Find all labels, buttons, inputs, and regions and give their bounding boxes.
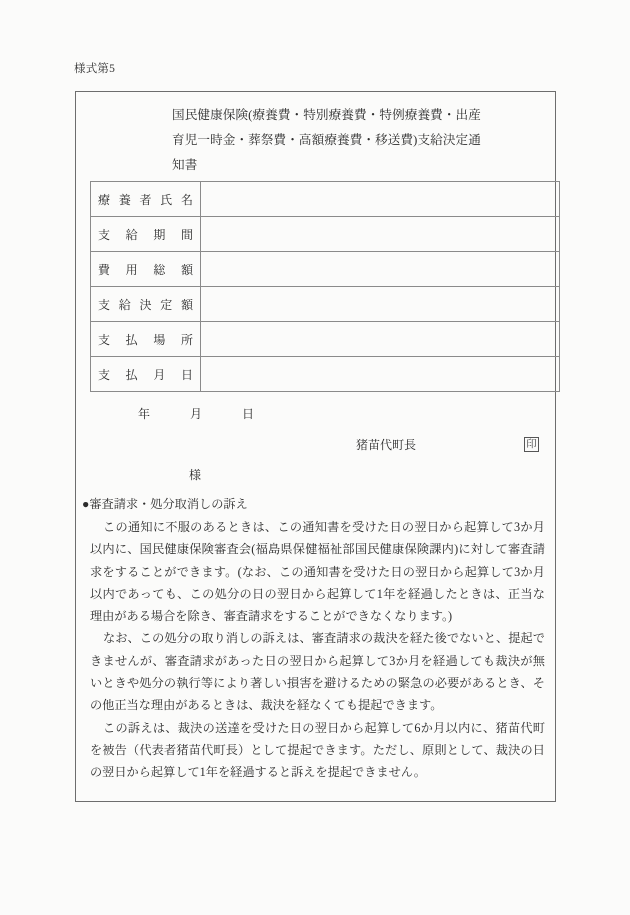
document-frame: [75, 91, 556, 802]
table-row: [91, 357, 560, 392]
row-value-recipient-name[interactable]: [201, 182, 560, 217]
label-text: 支 給 期 間: [98, 227, 193, 242]
label-text: 支 払 場 所: [98, 332, 193, 347]
table-row: [91, 252, 560, 287]
row-label-benefit-period: [91, 217, 201, 252]
label-text: 費 用 総 額: [98, 262, 193, 277]
appeal-notice-paragraph-1: この通知に不服のあるときは、この通知書を受けた日の翌日から起算して3か月以内に、国民健康保険審査会(福島県保健福祉部国民健康保険課内)に対して審査請求をすることができます。(なお、この通知書を受けた日の翌日から起算して3か月以内であっても、この処分の日の翌日から起算して1年を経過したときは、正当な理由がある場合を除き、審査請求をすることができなくなります。): [90, 520, 545, 624]
row-label-recipient-name: [91, 182, 201, 217]
row-label-total-cost: [91, 252, 201, 287]
date-line: [138, 405, 254, 422]
table-row: [91, 217, 560, 252]
label-text: 支 給 決 定 額: [98, 297, 193, 312]
table-row: [91, 182, 560, 217]
title-line-1: 国民健康保険(療養費・特別療養費・特例療養費・出産: [172, 108, 481, 122]
signature-block: [356, 436, 539, 453]
signer-title: 猪苗代町長: [356, 438, 417, 452]
date-year-label: 年: [138, 407, 151, 421]
row-value-payment-date[interactable]: [201, 357, 560, 392]
row-value-payment-place[interactable]: [201, 322, 560, 357]
appeal-notice-section: [78, 493, 555, 784]
seal-stamp-icon: 印: [524, 437, 539, 452]
table-row: [91, 287, 560, 322]
date-day-label: 日: [242, 407, 255, 421]
row-value-total-cost[interactable]: [201, 252, 560, 287]
title-line-3: 知書: [172, 158, 198, 172]
date-month-label: 月: [190, 407, 203, 421]
label-text: 支 払 月 日: [98, 367, 193, 382]
label-text: 療 養 者 氏 名: [98, 192, 193, 207]
row-value-benefit-period[interactable]: [201, 217, 560, 252]
appeal-notice-paragraph-3: この訴えは、裁決の送達を受けた日の翌日から起算して6か月以内に、猪苗代町を被告（代表者猪苗代町長）として提起できます。ただし、原則として、裁決の日の翌日から起算して1年を経過すると訴えを提起できません。: [90, 720, 545, 780]
row-value-decided-amount[interactable]: [201, 287, 560, 322]
row-label-payment-date: [91, 357, 201, 392]
row-label-decided-amount: [91, 287, 201, 322]
document-title: [172, 103, 542, 178]
form-number: 様式第5: [74, 63, 116, 75]
appeal-notice-paragraph-2: なお、この処分の取り消しの訴えは、審査請求の裁決を経た後でないと、提起できませんが、審査請求があった日の翌日から起算して3か月を経過しても裁決が無いときや処分の執行等により著しい損害を避けるための緊急の必要があるとき、その他正当な理由があるときは、裁決を経なくても提起できます。: [90, 631, 545, 713]
title-line-2: 育児一時金・葬祭費・高額療養費・移送費)支給決定通: [172, 133, 481, 147]
row-label-payment-place: [91, 322, 201, 357]
table-row: [91, 322, 560, 357]
benefit-details-table: [90, 181, 560, 392]
appeal-notice-heading: ●審査請求・処分取消しの訴え: [82, 497, 248, 511]
addressee-honorific: 様: [189, 468, 202, 482]
